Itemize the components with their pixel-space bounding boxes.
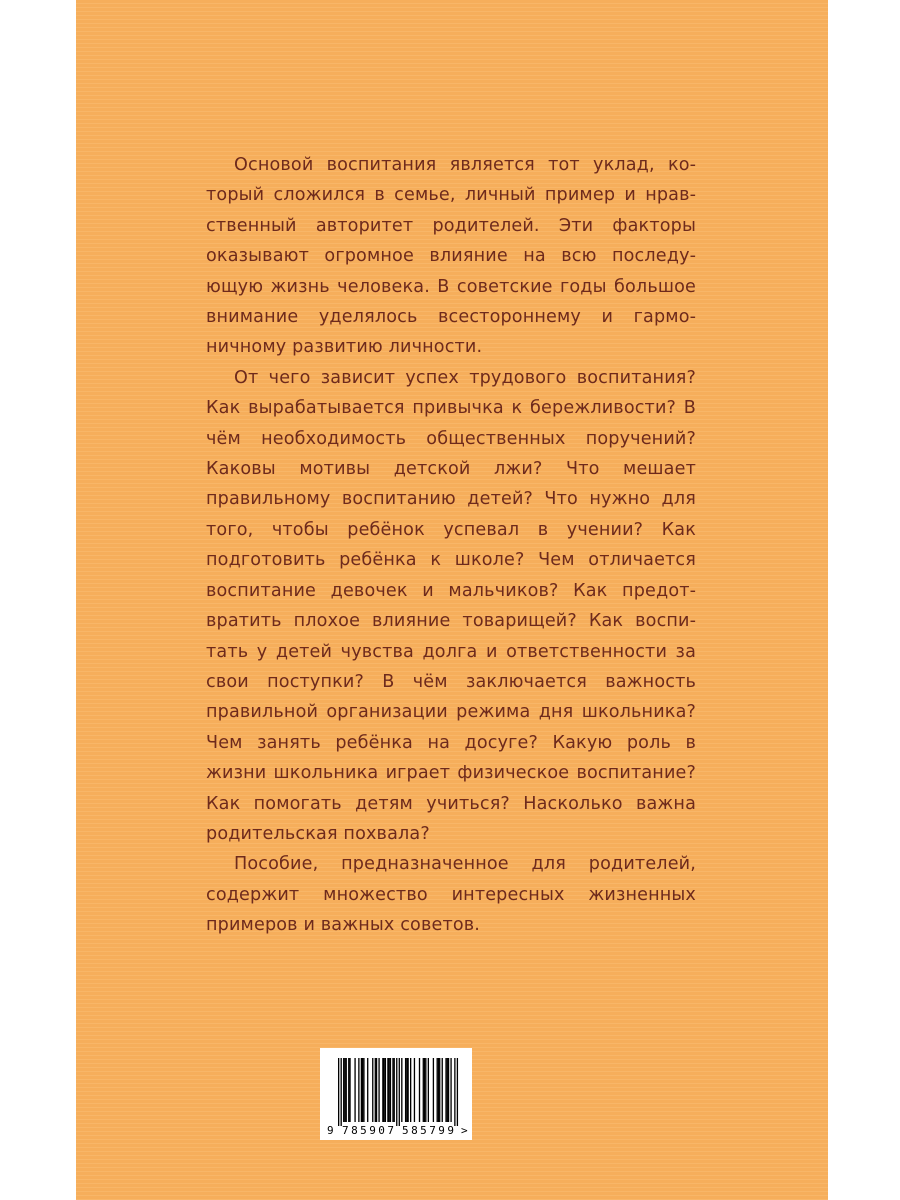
barcode-bar xyxy=(394,1058,395,1122)
barcode-bar xyxy=(405,1058,406,1122)
barcode-bar xyxy=(376,1058,377,1122)
barcode-bars xyxy=(338,1058,458,1126)
barcode-quiet-zone-marker: > xyxy=(461,1124,468,1137)
barcode-bar xyxy=(348,1058,349,1122)
barcode-bar xyxy=(428,1058,429,1122)
barcode-left-digits: 785907 xyxy=(342,1124,394,1137)
isbn-barcode xyxy=(320,1048,472,1140)
barcode-bar xyxy=(392,1058,393,1122)
paragraph-questions: От чего зависит успех трудового воспитания? Как вырабатывается привычка к бережливости? В чём необходимость общественных поручений? Каковы мотивы детской лжи? Что мешает правильному воспитанию детей? Что нужно для того, чтобы ребёнок успевал в учении? Как подготовить ребёнка к школе? Чем отличается воспитание девочек и мальчиков? Как предотвратить плохое влияние товарищей? Как воспитать у детей чувства долга и ответственности за свои поступки? В чём заключается важность правильной организации режима дня школьника? Чем занять ребёнка на досуге? Какую роль в жизни школьника играет физическое воспитание? Как помогать детям учиться? Насколько важна родительская похвала? xyxy=(206,367,696,844)
barcode-bar xyxy=(358,1058,359,1122)
barcode-bar xyxy=(378,1058,379,1122)
barcode-bar xyxy=(438,1058,439,1122)
barcode-guard-bar xyxy=(341,1058,342,1126)
paragraph-intro: Основой воспитания является тот уклад, который сложился в семье, личный пример и нравственный авторитет родителей. Эти факторы оказывают огромное влияние на всю последующую жизнь человека. В советские годы большое внимание уделялось всестороннему и гармоничному развитию личности. xyxy=(206,155,696,358)
barcode-bar xyxy=(433,1058,434,1122)
barcode-bar xyxy=(437,1058,438,1122)
barcode-bar xyxy=(406,1058,407,1122)
barcode-bar xyxy=(383,1058,384,1122)
barcode-graphic xyxy=(327,1058,468,1137)
barcode-bar xyxy=(410,1058,411,1122)
barcode-bar xyxy=(367,1058,368,1122)
barcode-bar xyxy=(424,1058,425,1122)
back-cover xyxy=(76,0,828,1200)
barcode-guard-bar xyxy=(399,1058,400,1126)
paragraph-summary: Пособие, предназначенное для родителей, содержит множество интересных жизненных примеров и важных советов. xyxy=(206,854,696,936)
barcode-bar xyxy=(442,1058,443,1122)
barcode-bar xyxy=(349,1058,350,1122)
barcode-bar xyxy=(363,1058,364,1122)
barcode-bar xyxy=(361,1058,362,1122)
barcode-first-digit: 9 xyxy=(327,1124,334,1137)
barcode-bar xyxy=(387,1058,388,1122)
barcode-bar xyxy=(390,1058,391,1122)
barcode-guard-bar xyxy=(396,1058,397,1126)
annotation-text xyxy=(206,150,696,941)
barcode-bar xyxy=(375,1058,376,1122)
barcode-bar xyxy=(419,1058,420,1122)
barcode-guard-bar xyxy=(338,1058,339,1126)
barcode-bar xyxy=(445,1058,446,1122)
barcode-bar xyxy=(382,1058,383,1122)
barcode-bar xyxy=(423,1058,424,1122)
barcode-bar xyxy=(389,1058,390,1122)
barcode-bar xyxy=(407,1058,408,1122)
barcode-bar xyxy=(343,1058,344,1122)
barcode-guard-bar xyxy=(454,1058,455,1126)
barcode-bar xyxy=(344,1058,345,1122)
barcode-bar xyxy=(362,1058,363,1122)
barcode-bar xyxy=(401,1058,402,1122)
barcode-bar xyxy=(346,1058,347,1122)
barcode-bar xyxy=(414,1058,415,1122)
barcode-bar xyxy=(450,1058,451,1122)
barcode-bar xyxy=(425,1058,426,1122)
barcode-bar xyxy=(372,1058,373,1122)
barcode-bar xyxy=(354,1058,355,1122)
barcode-guard-bar xyxy=(457,1058,458,1126)
barcode-bar xyxy=(448,1058,449,1122)
barcode-bar xyxy=(385,1058,386,1122)
barcode-bar xyxy=(439,1058,440,1122)
barcode-right-digits: 585799 xyxy=(402,1124,454,1137)
barcode-bar xyxy=(447,1058,448,1122)
